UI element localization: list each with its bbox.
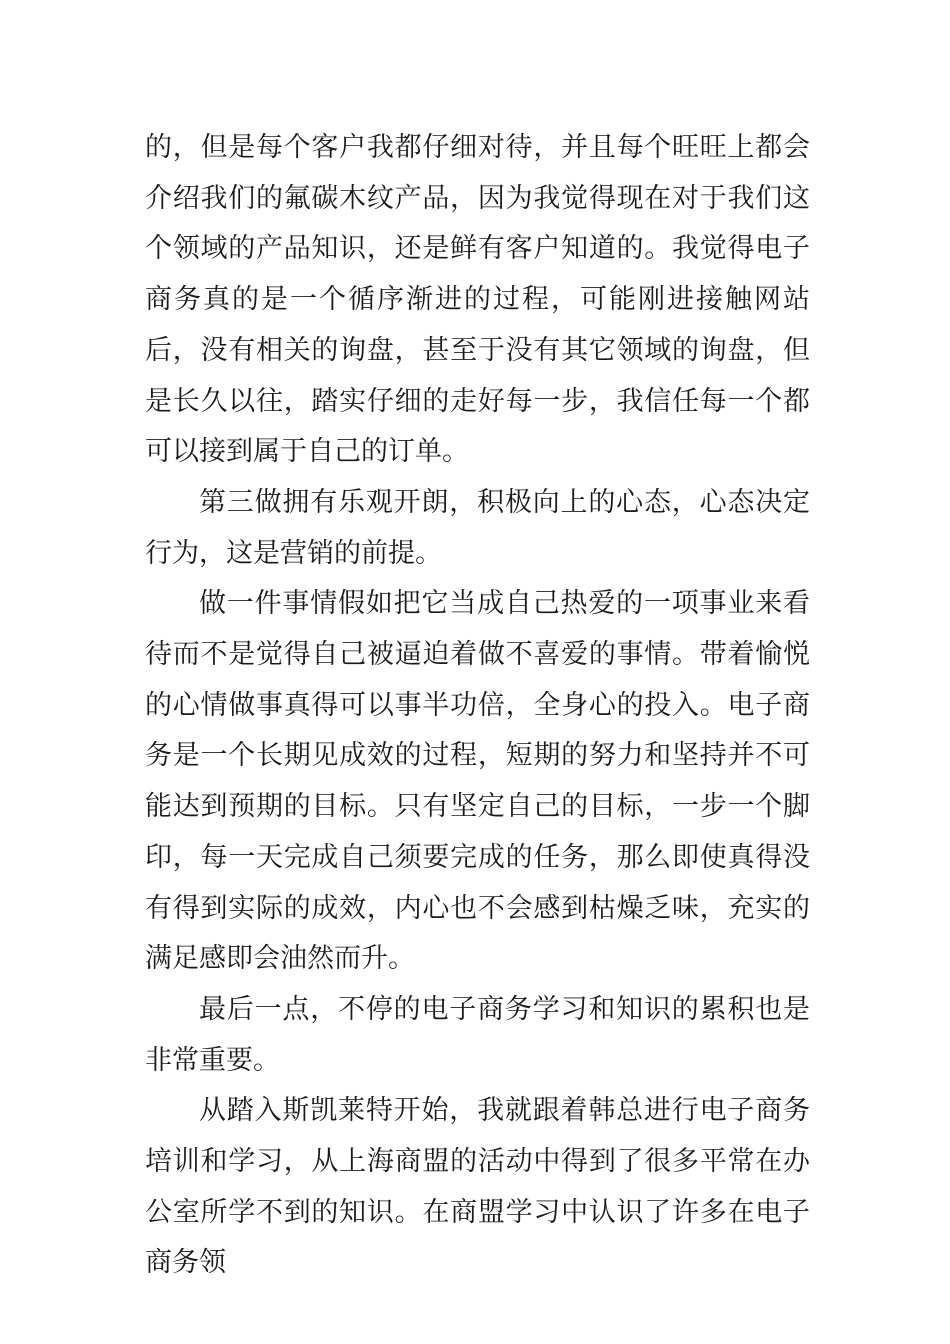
paragraph-2: 第三做拥有乐观开朗，积极向上的心态，心态决定行为，这是营销的前提。 [145, 486, 810, 569]
document-body [145, 123, 810, 1289]
paragraph-5: 从踏入斯凯莱特开始，我就跟着韩总进行电子商务培训和学习，从上海商盟的活动中得到了很多平常在办公室所学不到的知识。在商盟学习中认识了许多在电子商务领 [145, 1095, 810, 1279]
paragraph-4: 最后一点，不停的电子商务学习和知识的累积也是非常重要。 [145, 993, 810, 1076]
paragraph-1: 的，但是每个客户我都仔细对待，并且每个旺旺上都会介绍我们的氟碳木纹产品，因为我觉得现在对于我们这个领域的产品知识，还是鲜有客户知道的。我觉得电子商务真的是一个循序渐进的过程，可能刚进接触网站后，没有相关的询盘，甚至于没有其它领域的询盘，但是长久以往，踏实仔细的走好每一步，我信任每一个都可以接到属于自己的订单。 [145, 132, 810, 468]
paragraph-3: 做一件事情假如把它当成自己热爱的一项事业来看待而不是觉得自己被逼迫着做不喜爱的事情。带着愉悦的心情做事真得可以事半功倍，全身心的投入。电子商务是一个长期见成效的过程，短期的努力和坚持并不可能达到预期的目标。只有坚定自己的目标，一步一个脚印，每一天完成自己须要完成的任务，那么即使真得没有得到实际的成效，内心也不会感到枯燥乏味，充实的满足感即会油然而升。 [145, 588, 810, 975]
